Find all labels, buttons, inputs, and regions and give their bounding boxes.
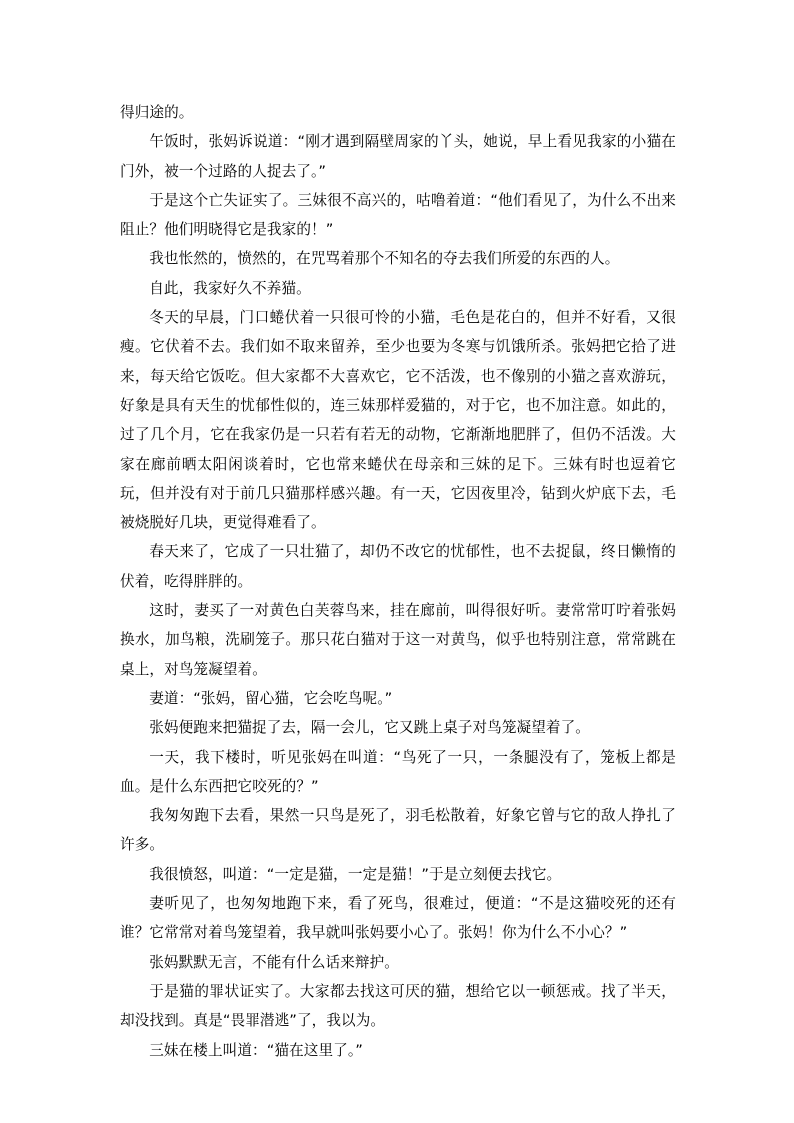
paragraph-continuation: 得归途的。 [120,104,194,121]
document-body [120,98,676,1065]
paragraph: 张妈默默无言，不能有什么话来辩护。 [149,953,399,971]
paragraph: 三妹在楼上叫道：“猫在这里了。” [149,1041,363,1059]
paragraph: 这时，妻买了一对黄色白芙蓉鸟来，挂在廊前，叫得很好听。妻常常叮咛着张妈换水，加鸟粮，洗刷笼子。那只花白猫对于这一对黄鸟，似乎也特别注意，常常跳在桌上，对鸟笼凝望着。 [120,602,676,678]
paragraph: 我很愤怒，叫道：“一定是猫，一定是猫！”于是立刻便去找它。 [149,865,562,883]
paragraph: 一天，我下楼时，听见张妈在叫道：“鸟死了一只，一条腿没有了，笼板上都是血。是什么东西把它咬死的？” [120,748,676,795]
paragraph: 我匆匆跑下去看，果然一只鸟是死了，羽毛松散着，好象它曾与它的敌人挣扎了许多。 [120,807,676,854]
paragraph: 春天来了，它成了一只壮猫了，却仍不改它的忧郁性，也不去捉鼠，终日懒惰的伏着，吃得胖胖的。 [120,543,676,590]
paragraph: 于是猫的罪状证实了。大家都去找这可厌的猫，想给它以一顿惩戒。找了半天，却没找到。真是“畏罪潜逃”了，我以为。 [120,982,676,1030]
paragraph: 午饭时，张妈诉说道：“刚才遇到隔壁周家的丫头，她说，早上看见我家的小猫在门外，被一个过路的人捉去了。” [120,133,676,180]
paragraph: 我也怅然的，愤然的，在咒骂着那个不知名的夺去我们所爱的东西的人。 [149,250,620,268]
paragraph: 自此，我家好久不养猫。 [149,279,311,297]
paragraph: 于是这个亡失证实了。三妹很不高兴的，咕噜着道：“他们看见了，为什么不出来阻止？他们明晓得它是我家的！” [120,191,676,239]
paragraph: 妻听见了，也匆匆地跑下来，看了死鸟，很难过，便道：“不是这猫咬死的还有谁？它常常对着鸟笼望着，我早就叫张妈要小心了。张妈！你为什么不小心？” [120,895,676,942]
paragraph: 冬天的早晨，门口蜷伏着一只很可怜的小猫，毛色是花白的，但并不好看，又很瘦。它伏着不去。我们如不取来留养，至少也要为冬寒与饥饿所杀。张妈把它拾了进来，每天给它饭吃。但大家都不大喜欢它，它不活泼，也不像别的小猫之喜欢游玩，好象是具有天生的忧郁性似的，连三妹那样爱猫的，对于它，也不加注意。如此的，过了几个月，它在我家仍是一只若有若无的动物，它渐渐地肥胖了，但仍不活泼。大家在廊前晒太阳闲谈着时，它也常来蜷伏在母亲和三妹的足下。三妹有时也逗着它玩，但并没有对于前几只猫那样感兴趣。有一天，它因夜里冷，钻到火炉底下去，毛被烧脱好几块，更觉得难看了。 [120,309,676,532]
paragraph: 张妈便跑来把猫捉了去，隔一会儿，它又跳上桌子对鸟笼凝望着了。 [149,719,591,737]
paragraph: 妻道：“张妈，留心猫，它会吃鸟呢。” [149,689,393,707]
